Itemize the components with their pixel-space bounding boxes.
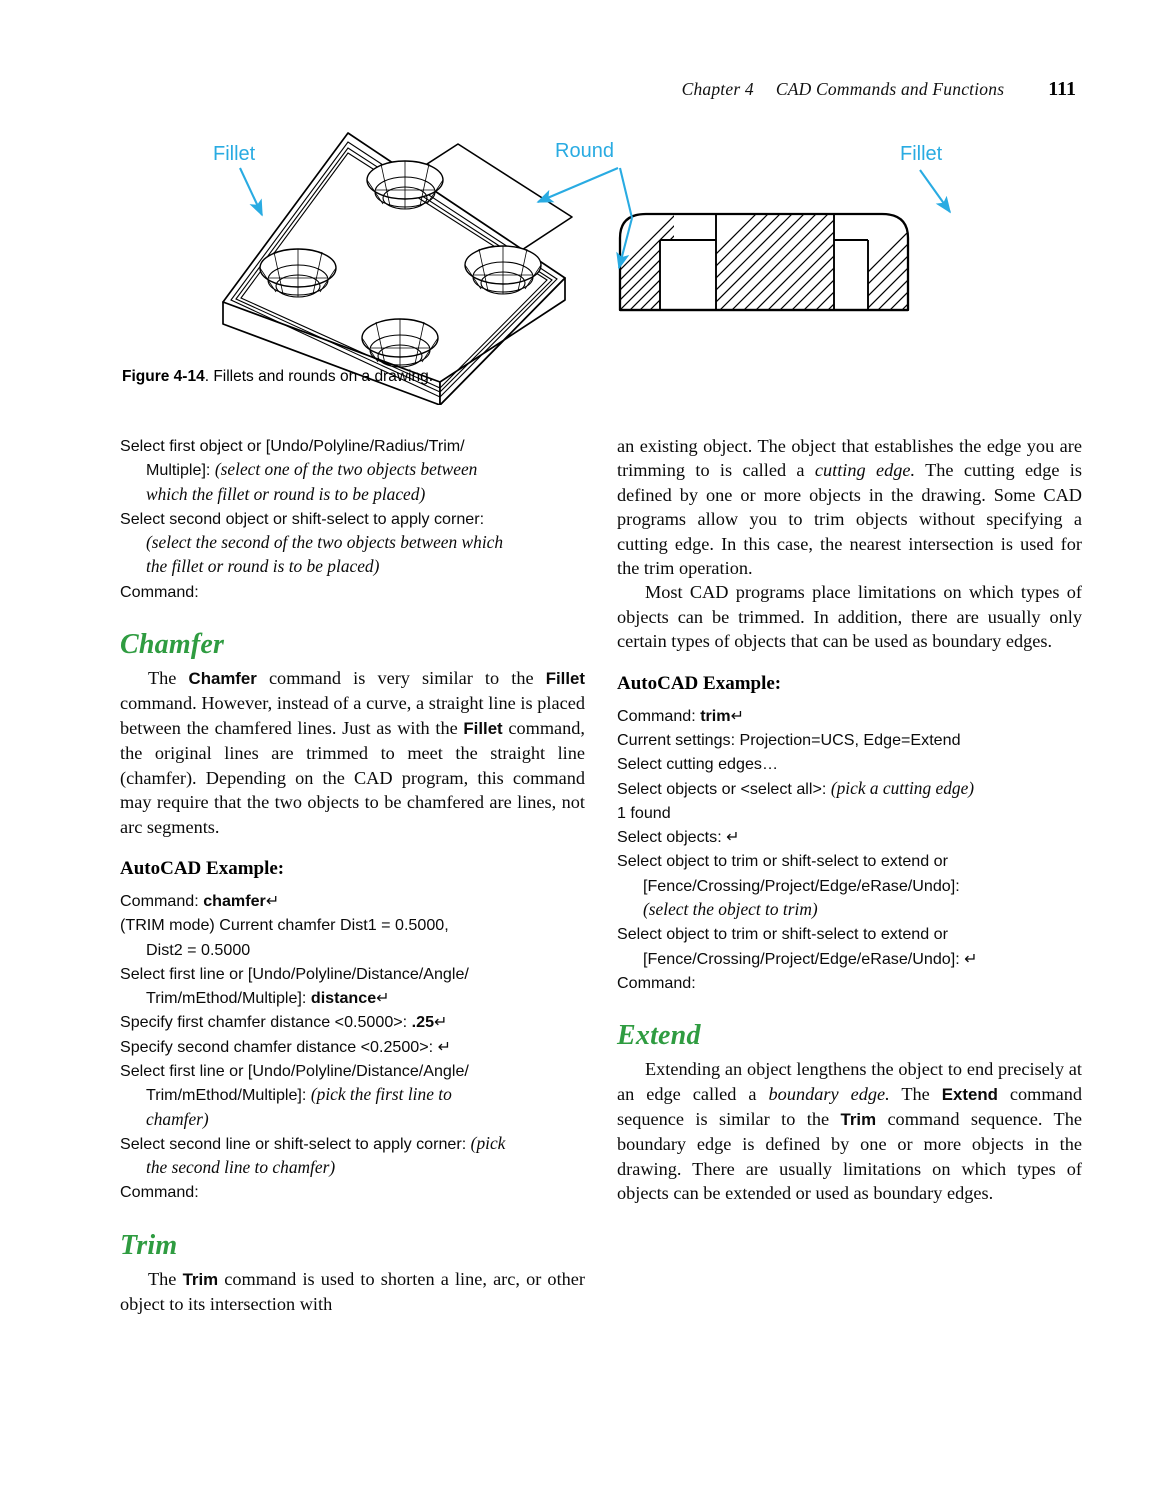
figure-caption-label: Figure 4-14: [122, 368, 205, 385]
transcript-line: which the fillet or round is to be placed): [146, 484, 426, 504]
annotation-fillet-right: [900, 143, 950, 212]
running-head-title: CAD Commands and Functions: [775, 79, 1005, 99]
chamfer-paragraph: The Chamfer command is very similar to the Fillet command. However, instead of a curve, a straight line is placed between the chamfered lines. Just as with the Fillet command, the original lines are trimmed to meet the straight line (chamfer). Depending on the CAD program, this command may require that the two objects to be chamfered are lines, not arc segments.: [120, 668, 586, 837]
transcript-line: Select object to trim or shift-select to extend or: [617, 925, 948, 944]
transcript-line: Specify second chamfer distance <0.2500>: ↵: [120, 1037, 452, 1056]
transcript-line: Dist2 = 0.5000: [146, 940, 251, 959]
figure-4-14: [120, 120, 1080, 405]
running-head: [120, 78, 1076, 101]
autocad-example-heading-chamfer: AutoCAD Example:: [120, 857, 285, 879]
transcript-line: chamfer): [146, 1109, 209, 1129]
transcript-line: 1 found: [617, 803, 671, 822]
trim-transcript: [617, 704, 1082, 996]
transcript-line: Trim/mEthod/Multiple]: (pick the first line to: [146, 1085, 452, 1105]
section-view: [572, 188, 1014, 348]
transcript-line: (select the object to trim): [643, 900, 818, 920]
annotation-label-fillet-right: Fillet: [900, 143, 943, 165]
transcript-line: (select the second of the two objects between which: [146, 533, 504, 553]
transcript-line: [Fence/Crossing/Project/Edge/eRase/Undo]:: [643, 876, 960, 895]
extend-paragraph: Extending an object lengthens the object to end precisely at an edge called a boundary edge. The Extend command sequence is similar to the Trim command sequence. The boundary edge is defined by one or more objects in the drawing. There are usually limitations on which types of objects can be extended or used as boundary edges.: [617, 1059, 1082, 1204]
trim-paragraph: The Trim command is used to shorten a line, arc, or other object to its intersection with: [120, 1268, 585, 1315]
running-head-chapter: Chapter 4: [681, 79, 754, 99]
annotation-fillet-left: [213, 143, 262, 215]
page-number: 111: [1048, 78, 1076, 100]
transcript-line: Current settings: Projection=UCS, Edge=Extend: [617, 730, 961, 749]
section-heading-trim: Trim: [120, 1229, 178, 1261]
transcript-line: Command: chamfer↵: [120, 891, 280, 910]
chamfer-transcript: [120, 889, 585, 1205]
fillet-transcript: [120, 434, 585, 604]
transcript-line: Multiple]: (select one of the two objects between: [146, 460, 478, 480]
transcript-line: Command:: [120, 1183, 199, 1202]
section-heading-extend: Extend: [617, 1020, 701, 1052]
figure-caption-text: . Fillets and rounds on a drawing.: [204, 368, 434, 385]
section-outline: [620, 214, 908, 310]
left-column: [120, 434, 585, 1317]
transcript-line: Command:: [120, 582, 199, 601]
annotation-label-fillet-left: Fillet: [213, 143, 256, 165]
transcript-line: Select object to trim or shift-select to extend or: [617, 852, 948, 871]
transcript-line: Specify first chamfer distance <0.5000>: .25↵: [120, 1013, 448, 1032]
transcript-line: Select first line or [Undo/Polyline/Distance/Angle/: [120, 964, 469, 983]
transcript-line: (TRIM mode) Current chamfer Dist1 = 0.5000,: [120, 916, 449, 935]
transcript-line: Select first line or [Undo/Polyline/Distance/Angle/: [120, 1062, 469, 1080]
trim-paragraph-2: Most CAD programs place limitations on which types of objects can be trimmed. In addition, there are usually only certain types of objects that can be used as boundary edges.: [617, 582, 1082, 652]
transcript-line: Command: trim↵: [617, 706, 745, 725]
transcript-line: Select objects: ↵: [617, 828, 740, 847]
transcript-line: Select first object or [Undo/Polyline/Radius/Trim/: [120, 437, 465, 455]
transcript-line: Select second line or shift-select to apply corner: (pick: [120, 1133, 506, 1153]
section-heading-chamfer: Chamfer: [120, 629, 225, 661]
transcript-line: Select second object or shift-select to apply corner:: [120, 509, 485, 528]
transcript-line: Trim/mEthod/Multiple]: distance↵: [146, 989, 390, 1008]
autocad-example-heading-trim: AutoCAD Example:: [617, 672, 782, 694]
transcript-line: the fillet or round is to be placed): [146, 557, 380, 577]
transcript-line: [Fence/Crossing/Project/Edge/eRase/Undo]: ↵: [643, 949, 978, 968]
transcript-line: Select objects or <select all>: (pick a cutting edge): [617, 778, 975, 798]
isometric-plate: [223, 130, 572, 405]
transcript-line: Command:: [617, 973, 696, 992]
figure-illustration: [120, 120, 1080, 405]
right-column: [617, 434, 1082, 1206]
figure-caption: [122, 368, 1022, 386]
body-columns: [120, 434, 1080, 1434]
annotation-label-round: Round: [555, 140, 614, 162]
transcript-line: Select cutting edges…: [617, 755, 779, 774]
transcript-line: the second line to chamfer): [146, 1158, 336, 1178]
trim-paragraph-continued: an existing object. The object that establishes the edge you are trimming to is called a cutting edge. The cutting edge is defined by one or more objects in the drawing. Some CAD programs allow you to trim objects without specifying a cutting edge. In this case, the nearest intersection is used for the trim operation.: [617, 436, 1082, 579]
